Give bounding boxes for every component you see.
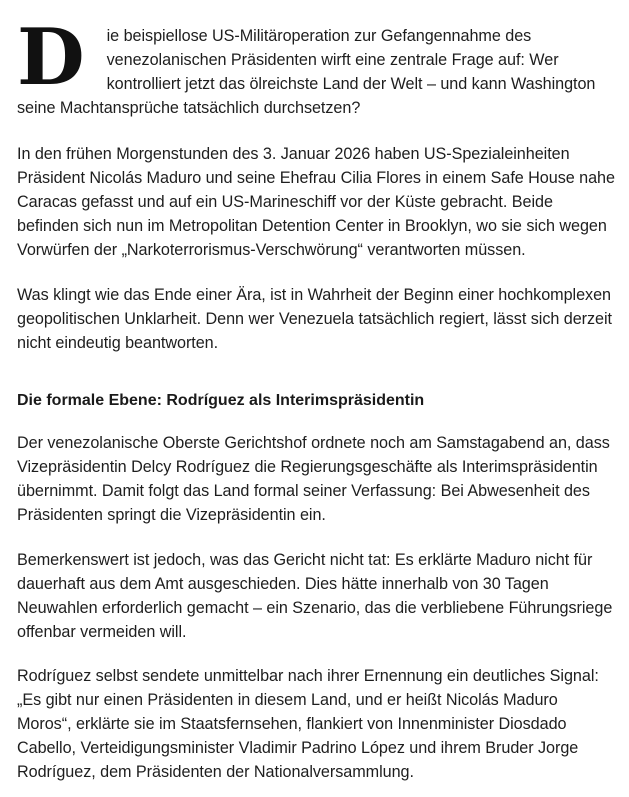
drop-cap: D xyxy=(17,12,85,103)
section-heading: Die formale Ebene: Rodríguez als Interimspräsidentin xyxy=(17,392,425,409)
paragraph-rodriguez-signal: Rodríguez selbst sendete unmittelbar nach ihrer Ernennung ein deutliches Signal: „Es gibt nur einen Präsidenten in diesem Land, und er heißt Nicolás Maduro Moros“, erklärte sie im Staatsfernsehen, flankiert von Innenminister Diosdado Cabello, Verteidigungsminister Vladimir Padrino López und ihrem Bruder Jorge Rodríguez, dem Präsidenten der Nationalversammlung. xyxy=(17,667,599,781)
paragraph-supreme-court: Der venezolanische Oberste Gerichtshof ordnete noch am Samstagabend an, dass Vizepräsidentin Delcy Rodríguez die Regierungsgeschäfte als Interimspräsidentin übernimmt. Damit folgt das Land formal seiner Verfassung: Bei Abwesenheit des Präsidenten springt die Vizepräsidentin ein. xyxy=(17,434,610,524)
paragraph-court-omission: Bemerkenswert ist jedoch, was das Gericht nicht tat: Es erklärte Maduro nicht für dauerhaft aus dem Amt ausgeschieden. Dies hätte innerhalb von 30 Tagen Neuwahlen erforderlich gemacht – ein Szenario, das die verbliebene Führungsriege offenbar vermeiden will. xyxy=(17,551,613,641)
paragraph-era-end: Was klingt wie das Ende einer Ära, ist in Wahrheit der Beginn einer hochkomplexen geopolitischen Unklarheit. Denn wer Venezuela tatsächlich regiert, lässt sich derzeit nicht eindeutig beantworten. xyxy=(17,286,613,352)
paragraph-capture-report: In den frühen Morgenstunden des 3. Januar 2026 haben US-Spezialeinheiten Präsident Nicolás Maduro und seine Ehefrau Cilia Flores in einem Safe House nahe Caracas gefasst und auf ein US-Marineschiff vor der Küste gebracht. Beide befinden sich nun im Metropolitan Detention Center in Brooklyn, wo sie sich wegen Vorwürfen der „Narkoterrorismus-Verschwörung“ verantworten müssen. xyxy=(17,145,615,259)
lead-text: ie beispiellose US-Militäroperation zur Gefangennahme des venezolanischen Präsidenten wirft eine zentrale Frage auf: Wer kontrolliert jetzt das ölreichste Land der Welt – und kann Washington seine Machtansprüche tatsächlich durchsetzen? xyxy=(17,27,596,117)
lead-paragraph xyxy=(17,12,616,120)
